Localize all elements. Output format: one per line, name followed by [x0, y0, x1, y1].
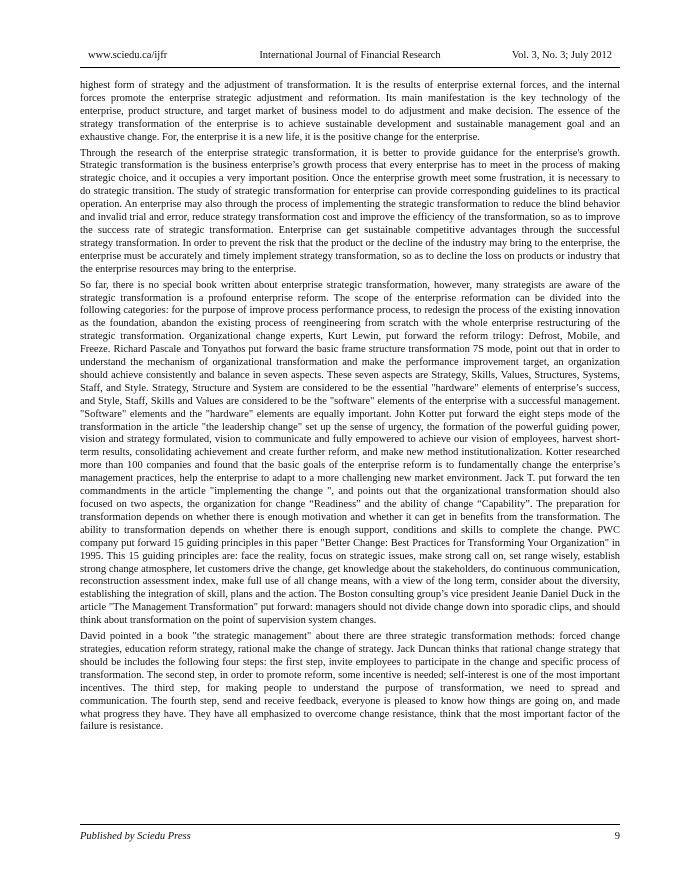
running-footer	[80, 830, 620, 844]
journal-title: International Journal of Financial Research	[259, 50, 441, 61]
journal-issue: Vol. 3, No. 3; July 2012	[511, 50, 612, 61]
body-paragraph: David pointed in a book "the strategic management" about there are three strategic transformation methods: forced change strategies, education reform strategy, rational make the change of strategy. Jack Duncan thinks that rational change strategy that should be includes the following four steps: the first step, invite employees to participate in the change and specific process of transformation. The second step, in order to promote reform, some incentive is needed; self-interest is one of the most important incentives. The third step, for making people to understand the purpose of transformation, we need to spread and communication. The fourth step, send and receive feedback, everyone is pleased to know how things are going on, and made what progress they have. They have all emphasized to overcome change resistance, think that the most important factor of the failure is resistance.	[80, 631, 620, 733]
publisher-name: Published by Sciedu Press	[80, 831, 191, 842]
running-header	[88, 49, 612, 65]
page-number: 9	[614, 831, 620, 842]
body-paragraph: highest form of strategy and the adjustment of transformation. It is the results of enterprise external forces, and the internal forces promote the enterprise strategic adjustment and reformation. Its main manifestation is the key technology of the enterprise, product structure, and target market of business model to do adjustment and make decision. The essence of the strategy transformation of the enterprise is to achieve sustainable development and sustainable management goal and an exhaustive change. For, the enterprise it is a new life, it is the positive change for the enterprise.	[80, 80, 620, 143]
footer-rule	[80, 824, 620, 825]
body-paragraph: So far, there is no special book written about enterprise strategic transformation, however, many strategists are aware of the strategic transformation is a profound enterprise reform. The scope of the enterprise reformation can be divided into the following categories: for the purpose of improve process performance process, to redesign the process of the existing innovation as the foundation, abandon the existing process of reengineering from scratch with the whole enterprise restructuring of the strategic transformation. Organizational change experts, Kurt Lewin, put forward the reform trilogy: Defrost, Mobile, and Freeze. Richard Pascale and Tonyathos put forward the basic frame structure transformation 7S mode, point out that in order to understand the mechanism of organizational transformation and make the performance improvement target, an organization should achieve consistently and balance in seven aspects. These seven aspects are Strategy, Skills, Values, Structures, Systems, Staff, and Style. Strategy, Structure and System are considered to be the essential "hardware" elements of enterprise’s success, and Style, Staff, Skills and Values are considered to be the "software" elements of the enterprise with a successful management. "Software" elements and the "hardware" elements are equally important. John Kotter put forward the eight steps mode of the transformation in the article "the leadership change" set up the sense of urgency, the formation of the powerful guiding power, vision and strategy formulated, vision to communicate and fully empowered to achieve our vision of employees, harvest short-term results, consolidating achievement and create further reform, and make new method institutionalization. Kotter researched more than 100 companies and found that the basic goals of the enterprise reform is to fundamentally change the enterprise’s management practices, help the enterprise to adapt to a more challenging new market environment. Jack T. put forward the ten commandments in the article "implementing the change ", and points out that the organizational transformation should also focused on two aspects, the organization for change “Readiness” and the ability of change “Capability”. The preparation for transformation depends on whether there is enough motivation and whether it can get in benefits from the transformation. The ability to transformation depends on whether there is enough support, conditions and skills to complete the change. PWC company put forward 15 guiding principles in this paper "Better Change: Best Practices for Transforming Your Organization" in 1995. This 15 guiding principles are: face the reality, focus on strategic issues, make strong call on, set range wisely, establish strong change atmosphere, let customers drive the change, get knowledge about the stakeholders, do continuous communication, reconstruction assessment index, make full use of all change means, with a view of the long term, consider about the diversity, establishing the integration of skill, plans and the action. The Boston consulting group’s vice president Jeanie Daniel Duck in the article "The Management Transformation" put forward: managers should not divide change down into sporadic clips, and should think about transformation on the point of supervision system changes.	[80, 279, 620, 627]
header-rule	[80, 67, 620, 68]
journal-url[interactable]: www.sciedu.ca/ijfr	[88, 50, 168, 61]
body-paragraph: Through the research of the enterprise strategic transformation, it is better to provide guidance for the enterprise's growth. Strategic transformation is the business enterprise’s growth process that every enterprise has to meet in the process of making strategic choice, and it occupies a very important position. Once the enterprise growth meet some frustration, it is necessary to do strategic transition. The study of strategic transformation for enterprise can provide corresponding guidelines to its practical operation. An enterprise may also through the process of implementing the strategic transformation to reduce the blind behavior and invalid trial and error, reduce strategy transformation cost and improve the efficiency of the transformation, so as to improve the success rate of strategic transformation. Enterprise can get sustainable competitive advantages through the successful strategy transformation. In order to prevent the risk that the product or the decline of the industry may bring to the enterprise, the enterprise must be accurately and timely implement strategy transformation, so as to decline the loss on products or industry that the enterprise resources may bring to the enterprise.	[80, 147, 620, 275]
article-body	[80, 80, 620, 737]
